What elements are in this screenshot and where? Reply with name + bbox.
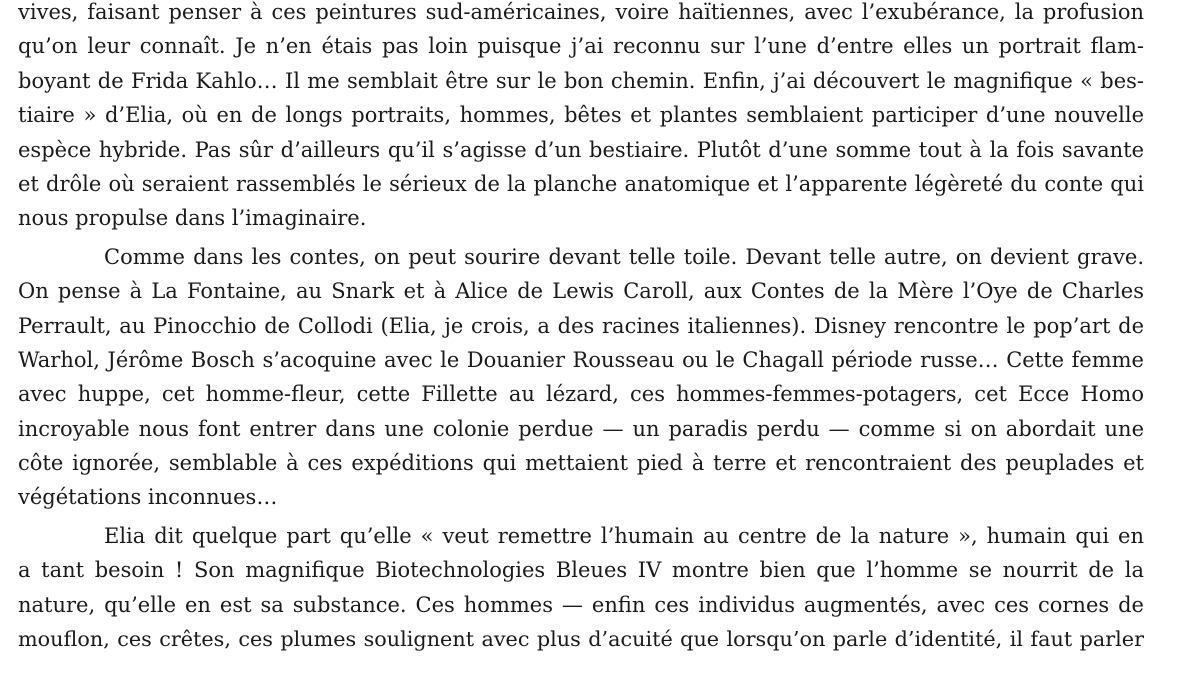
paragraph-2	[18, 240, 1144, 515]
text-line: Perrault, au Pinocchio de Collodi (Elia, je crois, a des racines italiennes). Disney rencontre le pop’art de	[18, 313, 1144, 338]
text-line: espèce hybride. Pas sûr d’ailleurs qu’il s’agisse d’un bestiaire. Plutôt d’une somme tout à la fois savante	[18, 137, 1144, 162]
text-line: a tant besoin ! Son magnifique Biotechnologies Bleues IV montre bien que l’homme se nourrit de la	[18, 558, 1144, 583]
text-line: qu’on leur connaît. Je n’en étais pas loin puisque j’ai reconnu sur l’une d’entre elles un portrait flam-	[18, 34, 1144, 59]
text-line: boyant de Frida Kahlo… Il me semblait être sur le bon chemin. Enfin, j’ai découvert le magnifique « bes-	[18, 68, 1144, 93]
paragraph-3	[18, 519, 1144, 657]
text-line: Comme dans les contes, on peut sourire devant telle toile. Devant telle autre, on devient grave.	[104, 244, 1144, 269]
text-line: On pense à La Fontaine, au Snark et à Alice de Lewis Caroll, aux Contes de la Mère l’Oye de Charles	[18, 279, 1144, 304]
text-line: nous propulse dans l’imaginaire.	[18, 206, 367, 231]
text-line: vives, faisant penser à ces peintures sud-américaines, voire haïtiennes, avec l’exubérance, la profusion	[18, 0, 1144, 24]
text-line: incroyable nous font entrer dans une colonie perdue — un paradis perdu — comme si on abordait une	[18, 416, 1144, 441]
text-line: Warhol, Jérôme Bosch s’acoquine avec le Douanier Rousseau ou le Chagall période russe… Cette femme	[18, 347, 1144, 372]
text-line: tiaire » d’Elia, où en de longs portraits, hommes, bêtes et plantes semblaient participer d’une nouvelle	[18, 103, 1144, 128]
document-page	[18, 0, 1144, 656]
text-line: avec huppe, cet homme-fleur, cette Fillette au lézard, ces hommes-femmes-potagers, cet Ecce Homo	[18, 382, 1144, 407]
text-line: et drôle où seraient rassemblés le sérieux de la planche anatomique et l’apparente légèreté du conte qui	[18, 171, 1144, 196]
text-line: côte ignorée, semblable à ces expéditions qui mettaient pied à terre et rencontraient des peuplades et	[18, 451, 1144, 476]
text-line: nature, qu’elle en est sa substance. Ces hommes — enfin ces individus augmentés, avec ces cornes de	[18, 592, 1144, 617]
text-line: Elia dit quelque part qu’elle « veut remettre l’humain au centre de la nature », humain qui en	[104, 523, 1144, 548]
text-line: végétations inconnues…	[18, 485, 278, 510]
paragraph-1	[18, 0, 1144, 236]
text-line: mouflon, ces crêtes, ces plumes soulignent avec plus d’acuité que lorsqu’on parle d’identité, il faut parler	[18, 627, 1144, 652]
